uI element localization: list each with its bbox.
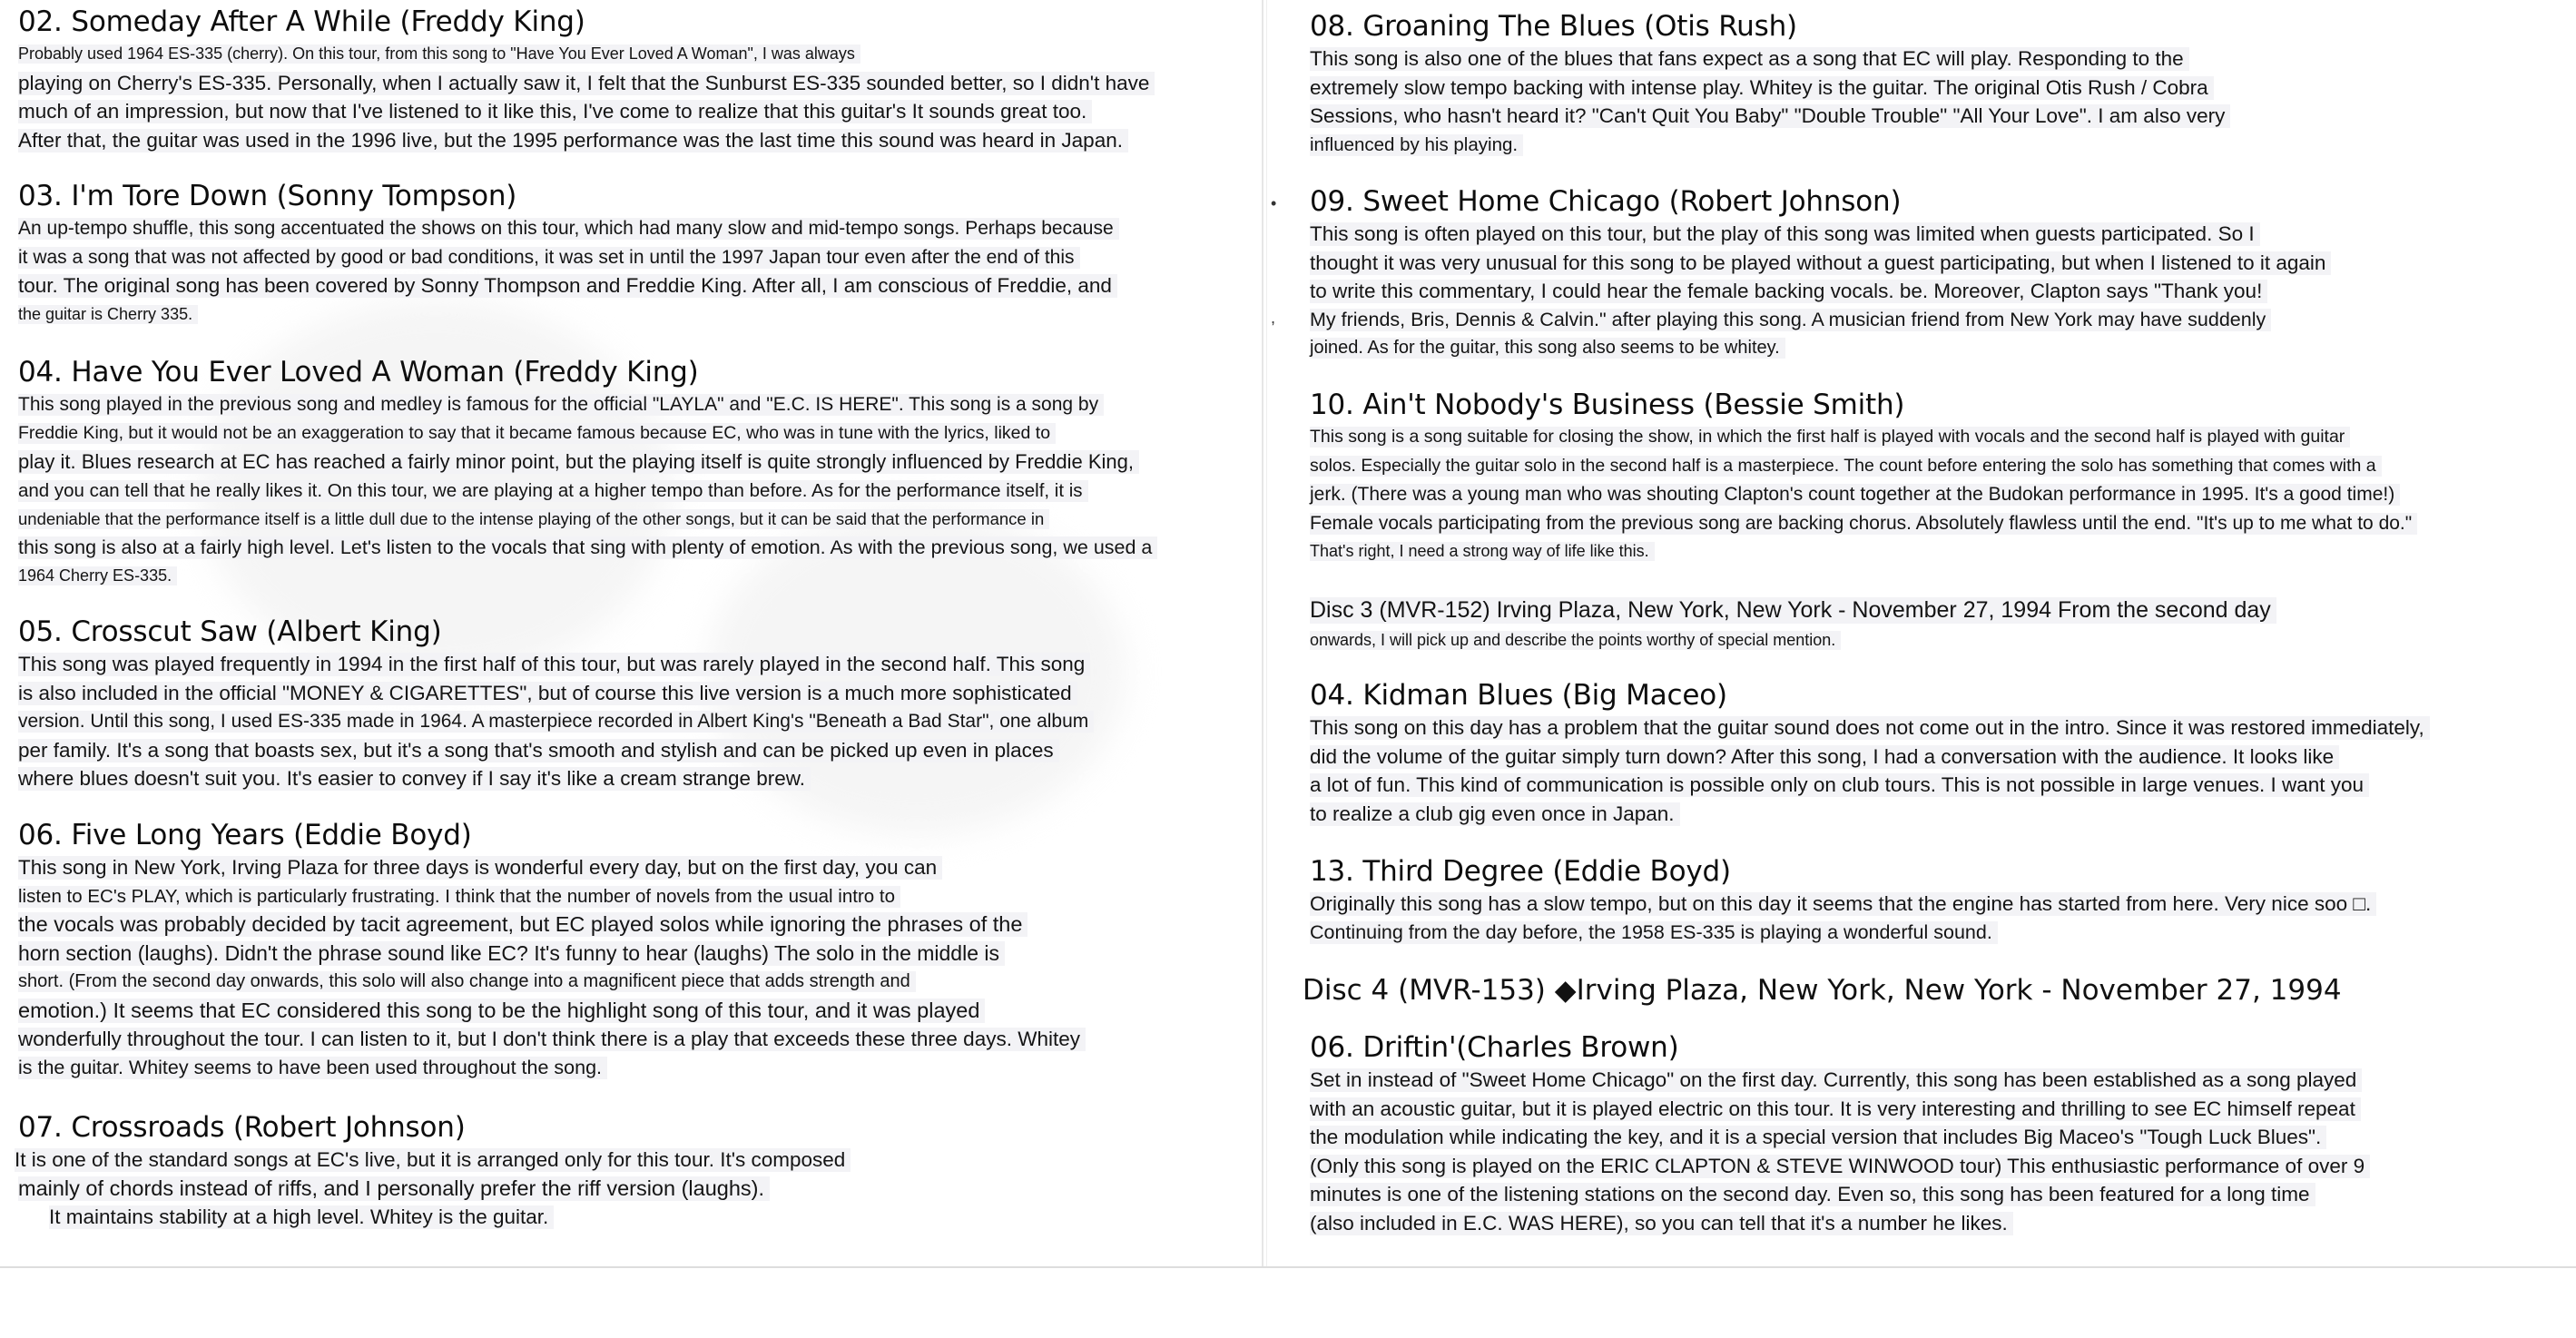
track-entry bbox=[1310, 677, 2562, 828]
text-line: emotion.) It seems that EC considered this song to be the highlight song of this tour, and it was played bbox=[18, 997, 1244, 1026]
track-title: 10. Ain't Nobody's Business (Bessie Smith) bbox=[1310, 389, 1905, 421]
track-entry bbox=[18, 178, 1244, 329]
text-line: undeniable that the performance itself is a little dull due to the intense playing of the other songs, but it can be said that the performance in bbox=[18, 505, 1244, 534]
text-line: the vocals was probably decided by tacit agreement, but EC played solos while ignoring the phrases of the bbox=[18, 910, 1244, 940]
text-line: 1964 Cherry ES-335. bbox=[18, 562, 1244, 591]
text-line: Female vocals participating from the previous song are backing chorus. Absolutely flawless until the end. "It's up to me what to do." bbox=[1310, 509, 2562, 538]
track-title: 02. Someday After A While (Freddy King) bbox=[18, 5, 585, 38]
text-line: jerk. (There was a young man who was shouting Clapton's count together at the Budokan performance in 1995. It's a good time!) bbox=[1310, 480, 2562, 509]
text-line: This song is a song suitable for closing the show, in which the first half is played with vocals and the second half is played with guitar bbox=[1310, 423, 2562, 452]
text-line: After that, the guitar was used in the 1996 live, but the 1995 performance was the last time this sound was heard in Japan. bbox=[18, 126, 1244, 155]
text-line: is the guitar. Whitey seems to have been used throughout the song. bbox=[18, 1054, 1244, 1083]
track-title: 07. Crossroads (Robert Johnson) bbox=[18, 1111, 466, 1144]
text-line: (also included in E.C. WAS HERE), so you can tell that it's a number he likes. bbox=[1310, 1209, 2562, 1238]
text-line: is also included in the official "MONEY & CIGARETTES", but of course this live version is a much more sophisticated bbox=[18, 679, 1244, 708]
left-page bbox=[0, 0, 1263, 1266]
text-line: wonderfully throughout the tour. I can listen to it, but I don't think there is a play that exceeds these three days. Whitey bbox=[18, 1025, 1244, 1054]
text-line: and you can tell that he really likes it. On this tour, we are playing at a higher tempo than before. As for the performance itself, it is bbox=[18, 477, 1244, 506]
disc-heading bbox=[1303, 972, 2555, 1008]
text-line: per family. It's a song that boasts sex, but it's a song that's smooth and stylish and can be picked up even in places bbox=[18, 736, 1244, 765]
text-line: to write this commentary, I could hear the female backing vocals. be. Moreover, Clapton says "Thank you! bbox=[1310, 277, 2562, 306]
track-title: 08. Groaning The Blues (Otis Rush) bbox=[1310, 10, 1797, 43]
track-title: 13. Third Degree (Eddie Boyd) bbox=[1310, 855, 1731, 888]
track-title: 06. Driftin'(Charles Brown) bbox=[1310, 1031, 1679, 1064]
text-line: version. Until this song, I used ES-335 made in 1964. A masterpiece recorded in Albert King's "Beneath a Bad Star", one album bbox=[18, 707, 1244, 736]
margin-mark: • bbox=[1271, 194, 1277, 212]
text-line: This song on this day has a problem that the guitar sound does not come out in the intro. Since it was restored immediately, bbox=[1310, 713, 2562, 743]
scan-bottom-margin bbox=[0, 1266, 2576, 1338]
track-entry bbox=[15, 1109, 1244, 1232]
track-entry bbox=[1310, 8, 2562, 159]
track-entry bbox=[18, 4, 1244, 154]
text-line: Sessions, who hasn't heard it? "Can't Quit You Baby" "Double Trouble" "All Your Love". I am also very bbox=[1310, 102, 2562, 131]
text-line: the modulation while indicating the key, and it is a special version that includes Big Maceo's "Tough Luck Blues". bbox=[1310, 1123, 2562, 1152]
text-line: a lot of fun. This kind of communication is possible only on club tours. This is not possible in large venues. I want you bbox=[1310, 771, 2562, 800]
text-line: It maintains stability at a high level. Whitey is the guitar. bbox=[49, 1203, 1244, 1232]
text-line: did the volume of the guitar simply turn down? After this song, I had a conversation with the audience. It looks like bbox=[1310, 743, 2562, 772]
text-line: much of an impression, but now that I've listened to it like this, I've come to realize that this guitar's It sounds great too. bbox=[18, 97, 1244, 126]
text-line: This song in New York, Irving Plaza for three days is wonderful every day, but on the first day, you can bbox=[18, 853, 1244, 882]
text-line: joined. As for the guitar, this song also seems to be whitey. bbox=[1310, 334, 2562, 363]
track-entry bbox=[1310, 1029, 2562, 1237]
text-line: Originally this song has a slow tempo, but on this day it seems that the engine has started from here. Very nice soo □. bbox=[1310, 890, 2562, 919]
text-line: horn section (laughs). Didn't the phrase sound like EC? It's funny to hear (laughs) The solo in the middle is bbox=[18, 940, 1244, 969]
text-line: Set in instead of "Sweet Home Chicago" on the first day. Currently, this song has been established as a song played bbox=[1310, 1066, 2562, 1095]
track-title: 04. Have You Ever Loved A Woman (Freddy King) bbox=[18, 356, 699, 389]
text-line: Probably used 1964 ES-335 (cherry). On this tour, from this song to "Have You Ever Loved A Woman", I was always bbox=[18, 40, 1244, 69]
track-title: 06. Five Long Years (Eddie Boyd) bbox=[18, 819, 472, 851]
text-line: An up-tempo shuffle, this song accentuated the shows on this tour, which had many slow and mid-tempo songs. Perhaps because bbox=[18, 214, 1244, 243]
track-entry bbox=[1310, 387, 2562, 566]
text-line: Continuing from the day before, the 1958 ES-335 is playing a wonderful sound. bbox=[1310, 919, 2562, 948]
text-line: extremely slow tempo backing with intense play. Whitey is the guitar. The original Otis Rush / Cobra bbox=[1310, 74, 2562, 103]
text-line: solos. Especially the guitar solo in the second half is a masterpiece. The count before entering the solo has something that comes with a bbox=[1310, 452, 2562, 481]
text-line: That's right, I need a strong way of life like this. bbox=[1310, 537, 2562, 566]
text-line: thought it was very unusual for this song to be played without a guest participating, but when I listened to it again bbox=[1310, 249, 2562, 278]
text-line: It is one of the standard songs at EC's live, but it is arranged only for this tour. It's composed bbox=[15, 1146, 1244, 1175]
disc-heading bbox=[1310, 594, 2562, 655]
text-line: it was a song that was not affected by good or bad conditions, it was set in until the 1997 Japan tour even after the end of this bbox=[18, 243, 1244, 272]
text-line: short. (From the second day onwards, this solo will also change into a magnificent piece that adds strength and bbox=[18, 968, 1244, 997]
track-entry bbox=[18, 354, 1244, 591]
track-title: 05. Crosscut Saw (Albert King) bbox=[18, 615, 442, 648]
track-entry bbox=[18, 614, 1244, 793]
text-line: the guitar is Cherry 335. bbox=[18, 300, 1244, 330]
text-line: with an acoustic guitar, but it is played electric on this tour. It is very interesting and thrilling to see EC himself repeat bbox=[1310, 1095, 2562, 1124]
text-line: Freddie King, but it would not be an exaggeration to say that it became famous because EC, who was in tune with the lyrics, liked to bbox=[18, 419, 1244, 448]
text-line: (Only this song is played on the ERIC CLAPTON & STEVE WINWOOD tour) This enthusiastic performance of over 9 bbox=[1310, 1152, 2562, 1181]
text-line: listen to EC's PLAY, which is particularly frustrating. I think that the number of novels from the usual intro to bbox=[18, 882, 1244, 911]
text-line: to realize a club gig even once in Japan. bbox=[1310, 800, 2562, 829]
track-entry bbox=[18, 817, 1244, 1082]
track-entry bbox=[1310, 183, 2562, 363]
text-line: where blues doesn't suit you. It's easier to convey if I say it's like a cream strange brew. bbox=[18, 764, 1244, 793]
text-line: This song played in the previous song and medley is famous for the official "LAYLA" and "E.C. IS HERE". This song is a song by bbox=[18, 390, 1244, 419]
margin-mark: , bbox=[1271, 309, 1276, 327]
track-title: 03. I'm Tore Down (Sonny Tompson) bbox=[18, 180, 517, 212]
text-line: This song is often played on this tour, but the play of this song was limited when guests participated. So I bbox=[1310, 220, 2562, 249]
right-page bbox=[1266, 0, 2576, 1266]
track-title: 09. Sweet Home Chicago (Robert Johnson) bbox=[1310, 185, 1902, 218]
text-line: influenced by his playing. bbox=[1310, 131, 2562, 160]
text-line: My friends, Bris, Dennis & Calvin." after playing this song. A musician friend from New York may have suddenly bbox=[1310, 306, 2562, 335]
text-line: this song is also at a fairly high level. Let's listen to the vocals that sing with plenty of emotion. As with the previous song, we used a bbox=[18, 534, 1244, 563]
text-line: This song is also one of the blues that fans expect as a song that EC will play. Responding to the bbox=[1310, 44, 2562, 74]
track-title: 04. Kidman Blues (Big Maceo) bbox=[1310, 679, 1727, 712]
text-line: minutes is one of the listening stations on the second day. Even so, this song has been featured for a long time bbox=[1310, 1180, 2562, 1209]
text-line: This song was played frequently in 1994 in the first half of this tour, but was rarely played in the second half. This song bbox=[18, 650, 1244, 679]
text-line: mainly of chords instead of riffs, and I personally prefer the riff version (laughs). bbox=[18, 1175, 1244, 1204]
disc-line: Disc 3 (MVR-152) Irving Plaza, New York, New York - November 27, 1994 From the second day bbox=[1310, 594, 2562, 626]
text-line: play it. Blues research at EC has reached a fairly minor point, but the playing itself is quite strongly influenced by Freddie King, bbox=[18, 448, 1244, 477]
text-line: tour. The original song has been covered by Sonny Thompson and Freddie King. After all, I am conscious of Freddie, and bbox=[18, 271, 1244, 300]
track-entry bbox=[1310, 853, 2562, 947]
text-line: playing on Cherry's ES-335. Personally, when I actually saw it, I felt that the Sunburst ES-335 sounded better, so I didn't have bbox=[18, 69, 1244, 98]
disc-title: Disc 4 (MVR-153) ◆Irving Plaza, New York, New York - November 27, 1994 bbox=[1303, 974, 2342, 1007]
text-line: onwards, I will pick up and describe the points worthy of special mention. bbox=[1310, 626, 2562, 655]
